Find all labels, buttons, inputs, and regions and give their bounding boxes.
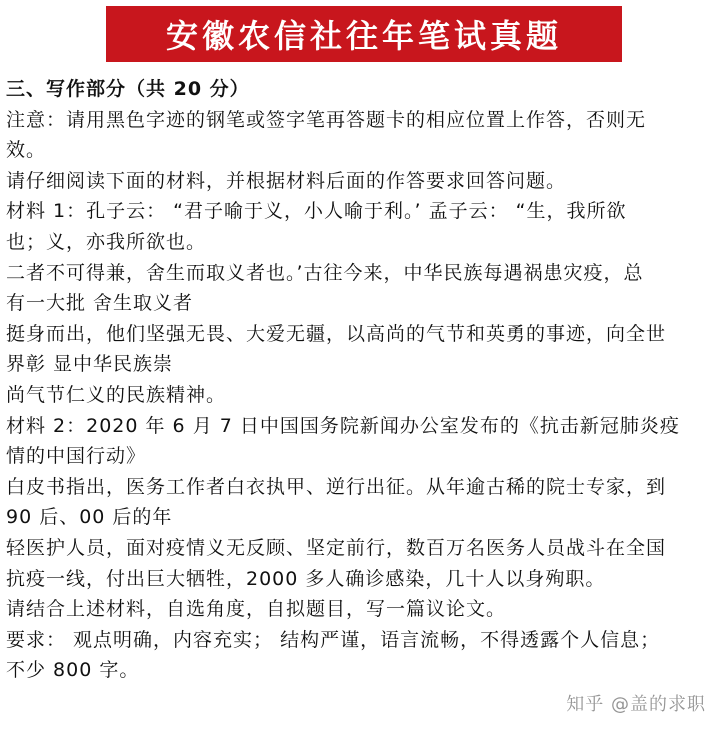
title-banner: [106, 6, 622, 62]
text-line: 也；义，亦我所欲也。: [6, 230, 207, 253]
text-line: 情的中国行动》: [6, 445, 147, 468]
text-line: 不少 800 字。: [6, 659, 140, 682]
zhihu-watermark: 知乎 @盖的求职: [566, 694, 706, 715]
text-line: 界彰 显中华民族崇: [6, 353, 174, 376]
text-line: 效。: [6, 139, 47, 162]
text-line: 材料 2：2020 年 6 月 7 日中国国务院新闻办公室发布的《抗击新冠肺炎疫: [6, 414, 680, 437]
text-line: 要求： 观点明确，内容充实； 结构严谨，语言流畅，不得透露个人信息；: [6, 628, 661, 651]
document-body: [6, 74, 716, 686]
text-line: 抗疫一线，付出巨大牺牲，2000 多人确诊感染，几十人以身殉职。: [6, 567, 606, 590]
text-line: 请仔细阅读下面的材料，并根据材料后面的作答要求回答问题。: [6, 169, 567, 192]
text-line: 材料 1：孔子云： “君子喻于义，小人喻于利。’ 孟子云： “生，我所欲: [6, 200, 627, 223]
text-line: 挺身而出，他们坚强无畏、大爱无疆，以高尚的气节和英勇的事迹，向全世: [6, 322, 667, 345]
text-line: 轻医护人员，面对疫情义无反顾、坚定前行，数百万名医务人员战斗在全国: [6, 536, 667, 559]
text-line: 注意：请用黑色字迹的钢笔或签字笔再答题卡的相应位置上作答，否则无: [6, 108, 647, 131]
text-line: 有一大批 舍生取义者: [6, 292, 194, 315]
banner-title: 安徽农信社往年笔试真题: [165, 17, 562, 55]
text-line: 尚气节仁义的民族精神。: [6, 383, 227, 406]
text-line: 白皮书指出，医务工作者白衣执甲、逆行出征。从年逾古稀的院士专家，到: [6, 475, 667, 498]
text-line: 90 后、00 后的年: [6, 506, 173, 529]
section-heading: 三、写作部分（共 20 分）: [6, 78, 250, 100]
text-line: 二者不可得兼，舍生而取义者也。’古往今来，中华民族每遇祸患灾疫，总: [6, 261, 644, 284]
text-line: 请结合上述材料，自选角度，自拟题目，写一篇议论文。: [6, 598, 507, 621]
